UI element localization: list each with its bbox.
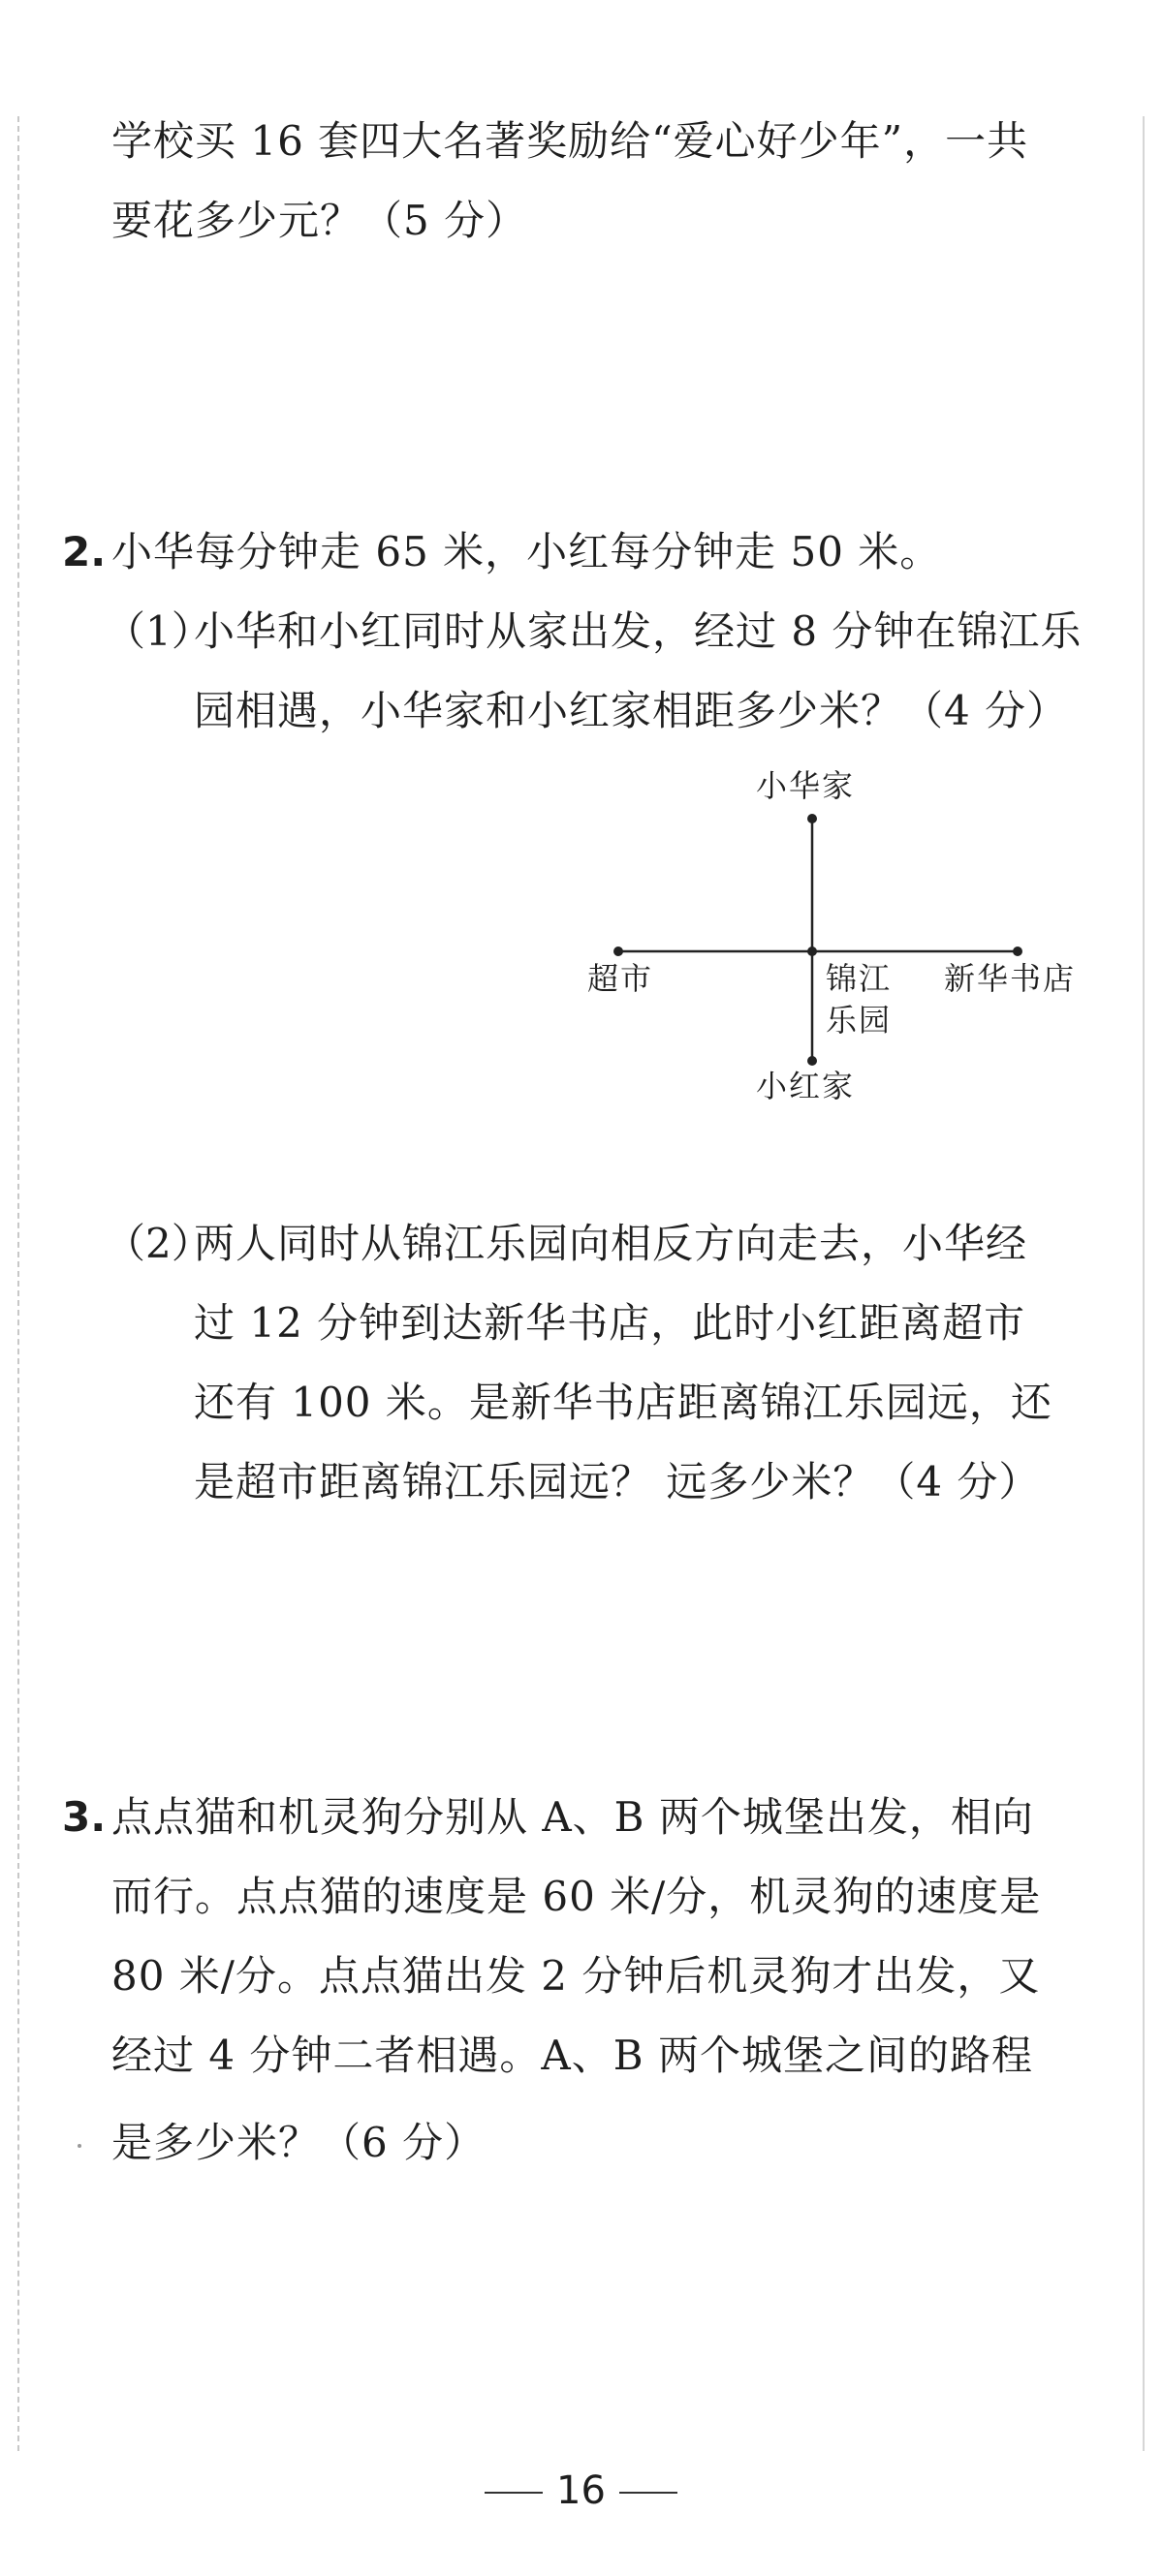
home-xiaohua-dot [807,814,817,823]
park-dot [807,947,817,956]
page-frame-left [17,116,19,2451]
intro-line-2: 要花多少元？（5 分） [111,197,528,244]
location-diagram-lines [562,760,1162,1109]
label-xiaohua-home: 小华家 [756,767,856,804]
supermarket-dot [613,947,623,956]
question-2-part-2-line-2: 过 12 分钟到达新华书店，此时小红距离超市 [194,1299,1026,1347]
page-number-dash-right [619,2492,677,2494]
question-2-part-2-label: （2） [105,1220,212,1267]
question-2-part-2-line-1: 两人同时从锦江乐园向相反方向走去，小华经 [194,1220,1028,1267]
question-3-line-1: 点点猫和机灵狗分别从 A、B 两个城堡出发，相向 [111,1793,1034,1841]
question-3-line-3: 80 米/分。点点猫出发 2 分钟后机灵狗才出发，又 [111,1952,1041,2000]
question-3-line-2: 而行。点点猫的速度是 60 米/分，机灵狗的速度是 [111,1873,1042,1920]
question-2-part-1-line-1: 小华和小红同时从家出发，经过 8 分钟在锦江乐 [194,607,1083,655]
label-park-line-1: 锦江 [826,960,893,997]
label-bookstore: 新华书店 [944,960,1077,997]
page-frame-right [1143,116,1145,2451]
question-3-line-5: 是多少米？（6 分） [111,2119,487,2166]
home-xiaohong-dot [807,1056,817,1066]
label-supermarket: 超市 [587,960,654,997]
label-park-line-2: 乐园 [826,1002,893,1039]
question-2-part-2-line-4: 是超市距离锦江乐园远？ 远多少米？（4 分） [194,1458,1041,1505]
label-xiaohong-home: 小红家 [756,1068,856,1104]
question-2-part-1-line-2: 园相遇，小华家和小红家相距多少米？（4 分） [194,687,1069,734]
question-3-line-4: 经过 4 分钟二者相遇。A、B 两个城堡之间的路程 [111,2032,1033,2079]
question-2-number: 2. [62,528,107,575]
question-2-part-1-label: （1） [105,607,212,655]
page-number [0,2468,1162,2513]
question-3-number: 3. [62,1793,107,1841]
intro-line-1: 学校买 16 套四大名著奖励给“爱心好少年”，一共 [111,117,1029,165]
bookstore-dot [1013,947,1022,956]
page-number-dash-left [485,2492,543,2494]
question-2-stem: 小华每分钟走 65 米，小红每分钟走 50 米。 [111,528,942,575]
page-number-value: 16 [556,2468,606,2513]
question-2-part-2-line-3: 还有 100 米。是新华书店距离锦江乐园远，还 [194,1379,1052,1426]
print-speck [78,2144,81,2148]
location-diagram [562,760,1162,1109]
